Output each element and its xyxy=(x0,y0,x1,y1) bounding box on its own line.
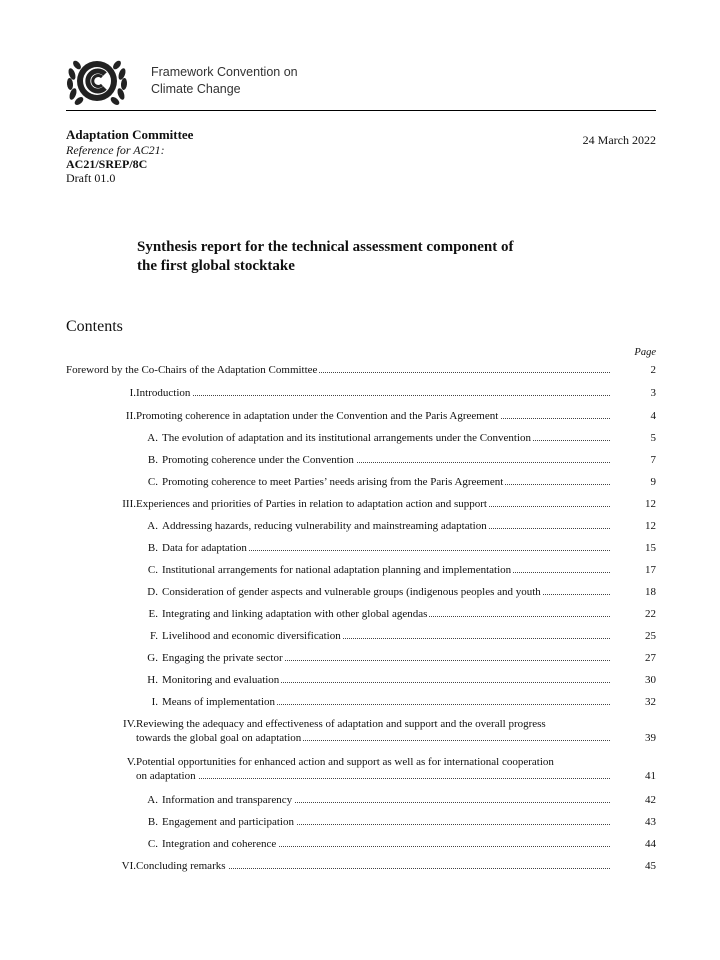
toc-entry-title: Reviewing the adequacy and effectiveness of adaptation and support and the overall progress xyxy=(136,718,546,730)
toc-entry-title: Addressing hazards, reducing vulnerability and mainstreaming adaptation xyxy=(162,520,487,532)
toc-entry-number: I. xyxy=(151,696,158,708)
toc-entry-page: 5 xyxy=(650,432,656,444)
toc-entry-page: 4 xyxy=(650,410,656,422)
org-line-2: Climate Change xyxy=(151,82,241,96)
toc-entry-number: E. xyxy=(148,608,158,620)
toc-entry-number: B. xyxy=(147,454,158,466)
toc-entry-number: F. xyxy=(150,630,158,642)
toc-entry-page: 9 xyxy=(650,476,656,488)
toc-entry-page: 39 xyxy=(645,732,656,744)
document-symbol: AC21/SREP/8C xyxy=(66,157,148,171)
toc-entry-number: G. xyxy=(147,652,158,664)
toc-entry-page: 2 xyxy=(650,364,656,376)
toc-entry-title: Experiences and priorities of Parties in relation to adaptation action and support xyxy=(136,498,487,510)
toc-entry-number: A. xyxy=(147,432,158,444)
toc-entry-page: 32 xyxy=(645,696,656,708)
toc-entry-title: Promoting coherence to meet Parties’ needs arising from the Paris Agreement xyxy=(162,476,504,488)
toc-entry-title: Integration and coherence xyxy=(162,838,277,850)
toc-entry-page: 44 xyxy=(645,838,656,850)
toc-entry-title: Institutional arrangements for national adaptation planning and implementation xyxy=(162,564,512,576)
toc-entry-page: 41 xyxy=(645,770,656,782)
toc-entry-page: 3 xyxy=(650,387,656,399)
toc-entry-title: Data for adaptation xyxy=(162,542,247,554)
toc-entry-title: Potential opportunities for enhanced action and support as well as for international cooperation xyxy=(136,756,554,768)
toc-entry-number: A. xyxy=(147,794,158,806)
toc-entry-title: Information and transparency xyxy=(162,794,293,806)
committee-name: Adaptation Committee xyxy=(66,127,194,142)
document-meta xyxy=(66,127,193,185)
page-column-label: Page xyxy=(634,347,656,358)
toc-entry-title: Livelihood and economic diversification xyxy=(162,630,341,642)
draft-version: Draft 01.0 xyxy=(66,171,116,185)
toc-entry-page: 27 xyxy=(645,652,656,664)
toc-entry-number: B. xyxy=(147,542,158,554)
toc-entry-page: 15 xyxy=(645,542,656,554)
toc-entry-page: 12 xyxy=(645,498,656,510)
unfccc-logo-icon xyxy=(64,54,130,106)
contents-heading: Contents xyxy=(66,318,123,335)
toc-entry-number: V. xyxy=(126,756,136,768)
reference-label: Reference for AC21: xyxy=(66,143,165,157)
organization-name xyxy=(151,64,298,98)
toc-entry-number: C. xyxy=(147,476,158,488)
toc-entry-page: 17 xyxy=(645,564,656,576)
toc-entry-page: 18 xyxy=(645,586,656,598)
toc-entry-title: Means of implementation xyxy=(162,696,276,708)
toc-entry-title-continued: towards the global goal on adaptation xyxy=(136,732,302,744)
toc-entry-page: 42 xyxy=(645,794,656,806)
toc-entry-title: Introduction xyxy=(136,387,191,399)
org-line-1: Framework Convention on xyxy=(151,65,298,79)
toc-entry-title: Concluding remarks xyxy=(136,860,226,872)
toc-entry-number: D. xyxy=(147,586,158,598)
document-date: 24 March 2022 xyxy=(582,133,656,147)
toc-entry-page: 30 xyxy=(645,674,656,686)
toc-entry-page: 7 xyxy=(650,454,656,466)
toc-entry-number: H. xyxy=(147,674,158,686)
toc-entry-title: Monitoring and evaluation xyxy=(162,674,280,686)
toc-entry-number: B. xyxy=(147,816,158,828)
toc-entry-page: 22 xyxy=(645,608,656,620)
toc-entry-title: Integrating and linking adaptation with other global agendas xyxy=(162,608,428,620)
document-title xyxy=(137,238,607,276)
toc-entry-page: 45 xyxy=(645,860,656,872)
toc-entry-title-continued: on adaptation xyxy=(136,770,196,782)
toc-entry-number: C. xyxy=(147,838,158,850)
toc-entry-title: The evolution of adaptation and its institutional arrangements under the Convention xyxy=(162,432,532,444)
toc-entry-title: Promoting coherence under the Convention xyxy=(162,454,354,466)
header-divider xyxy=(66,110,656,111)
toc-entry-number: A. xyxy=(147,520,158,532)
toc-entry-number: VI. xyxy=(121,860,136,872)
toc-entry-number: III. xyxy=(122,498,136,510)
toc-entry-number: C. xyxy=(147,564,158,576)
toc-entry-page: 25 xyxy=(645,630,656,642)
toc-entry-number: I. xyxy=(129,387,136,399)
title-line-1: Synthesis report for the technical assessment component of xyxy=(137,239,514,255)
title-line-2: the first global stocktake xyxy=(137,258,295,274)
toc-entry-page: 43 xyxy=(645,816,656,828)
toc-entry-title: Promoting coherence in adaptation under the Convention and the Paris Agreement xyxy=(136,410,499,422)
toc-entry-title: Engagement and participation xyxy=(162,816,294,828)
toc-entry-number: II. xyxy=(125,410,136,422)
toc-entry-number: IV. xyxy=(123,718,136,730)
toc-entry-title: Consideration of gender aspects and vulnerable groups (indigenous peoples and youth xyxy=(162,586,541,598)
toc-entry-page: 12 xyxy=(645,520,656,532)
toc-entry-title: Foreword by the Co-Chairs of the Adaptation Committee xyxy=(66,364,318,376)
toc-entry-title: Engaging the private sector xyxy=(162,652,283,664)
